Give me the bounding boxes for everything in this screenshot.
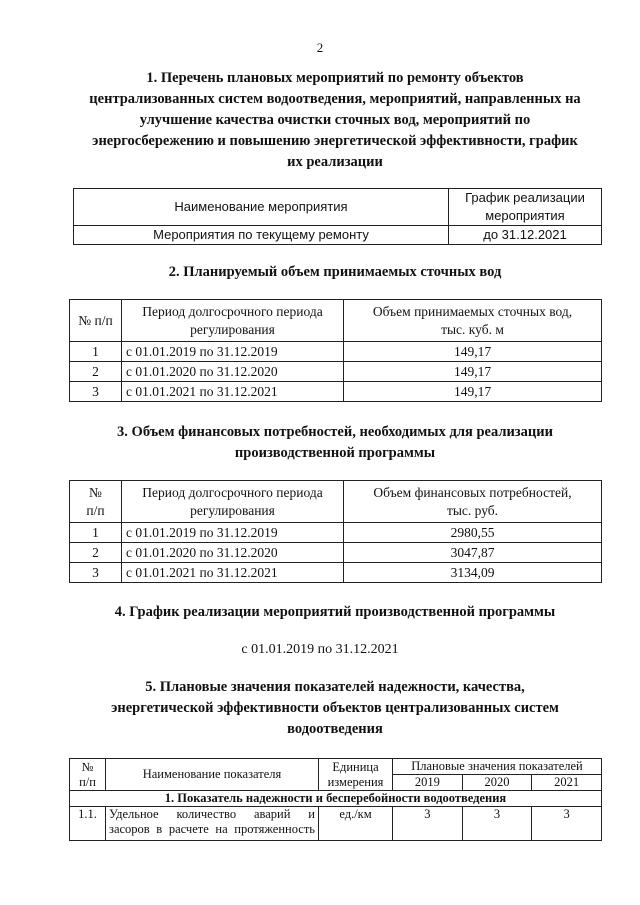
measures-header-schedule [449,189,602,226]
row-value: 2980,55 [344,523,602,543]
row-no: 3 [70,563,122,583]
section1-title-line: централизованных систем водоотведения, мероприятий, направленных на [89,91,581,107]
row-value: 3 [532,807,602,841]
volume-header-amount-line: тыс. куб. м [441,321,504,337]
indicators-header-unit-line: Единица [332,759,379,774]
section1-title-line: улучшение качества очистки сточных вод, мероприятий по [139,112,531,128]
row-value: 3134,09 [344,563,602,583]
row-no: 1.1. [70,807,106,841]
row-period: с 01.01.2021 по 31.12.2021 [122,382,344,402]
row-value: 149,17 [344,382,602,402]
row-period: с 01.01.2020 по 31.12.2020 [122,543,344,563]
measures-header-name: Наименование мероприятия [74,189,449,226]
row-no: 2 [70,362,122,382]
section5-title-line: энергетической эффективности объектов централизованных систем [111,700,559,716]
measures-row-deadline: до 31.12.2021 [449,226,602,245]
section2-title [70,262,600,283]
section1-title-line: 1. Перечень плановых мероприятий по ремонту объектов [146,70,524,86]
row-value: 149,17 [344,362,602,382]
section4-title [70,602,600,623]
table-row [70,563,602,583]
row-value: 3047,87 [344,543,602,563]
volume-header-period [122,300,344,342]
finance-header-period-line: Период долгосрочного периода [142,484,323,500]
volume-header-amount [344,300,602,342]
row-indicator-name-line: засоров в расчете на протяженность [109,822,315,836]
volume-header-no: № п/п [70,300,122,342]
wastewater-volume-table [69,299,602,402]
table-row [70,382,602,402]
indicators-header-year: 2020 [462,775,532,791]
row-no: 1 [70,342,122,362]
volume-header-amount-line: Объем принимаемых сточных вод, [372,303,573,319]
indicators-header-no [70,759,106,791]
section4-period: с 01.01.2019 по 31.12.2021 [241,642,399,657]
section2-title-line: 2. Планируемый объем принимаемых сточных вод [168,264,502,280]
row-value: 3 [462,807,532,841]
row-indicator-name [106,807,319,841]
row-period: с 01.01.2019 по 31.12.2019 [122,342,344,362]
indicators-header-year: 2021 [532,775,602,791]
finance-header-amount-line: Объем финансовых потребностей, [373,484,572,500]
indicators-table [69,758,602,841]
row-value: 3 [393,807,463,841]
measures-row-name: Мероприятия по текущему ремонту [74,226,449,245]
indicators-header-no-line: п/п [79,774,96,789]
row-no: 2 [70,543,122,563]
volume-header-period-line: регулирования [190,321,275,337]
finance-header-amount [344,481,602,523]
section5-title-line: водоотведения [287,721,383,737]
section1-title-line: энергосбережению и повышению энергетической эффективности, график [92,133,578,149]
volume-header-period-line: Период долгосрочного периода [142,303,323,319]
finance-header-no [70,481,122,523]
indicators-header-unit [319,759,393,791]
finance-header-period [122,481,344,523]
financial-needs-table [69,480,602,583]
measures-table [73,188,602,245]
table-row [70,807,602,841]
section1-title [70,68,600,173]
section3-title [70,422,600,464]
indicators-header-name: Наименование показателя [106,759,319,791]
indicators-header-year: 2019 [393,775,463,791]
finance-header-no-line: № [89,484,102,500]
row-period: с 01.01.2020 по 31.12.2020 [122,362,344,382]
section1-title-line: их реализации [287,154,383,170]
table-row [70,523,602,543]
section5-title-line: 5. Плановые значения показателей надежности, качества, [145,679,525,695]
section5-title [70,677,600,740]
table-row [70,342,602,362]
indicators-header-plan: Плановые значения показателей [393,759,602,775]
row-period: с 01.01.2021 по 31.12.2021 [122,563,344,583]
section4-title-line: 4. График реализации мероприятий производственной программы [114,604,556,620]
measures-header-schedule-line: мероприятия [485,208,565,223]
table-row [70,543,602,563]
row-no: 3 [70,382,122,402]
indicators-group-title: 1. Показатель надежности и бесперебойности водоотведения [70,791,602,807]
row-period: с 01.01.2019 по 31.12.2019 [122,523,344,543]
measures-header-schedule-line: График реализации [465,190,585,205]
section3-title-line: производственной программы [234,445,436,461]
finance-header-amount-line: тыс. руб. [446,502,499,518]
row-no: 1 [70,523,122,543]
finance-header-no-line: п/п [86,502,105,518]
indicators-header-no-line: № [81,759,94,774]
section3-title-line: 3. Объем финансовых потребностей, необходимых для реализации [117,424,553,440]
row-unit: ед./км [319,807,393,841]
row-value: 149,17 [344,342,602,362]
table-row [70,362,602,382]
indicators-header-unit-line: измерения [327,774,384,789]
page-number: 2 [316,40,324,55]
finance-header-period-line: регулирования [190,502,275,518]
row-indicator-name-line: Удельное количество аварий и [109,807,315,821]
